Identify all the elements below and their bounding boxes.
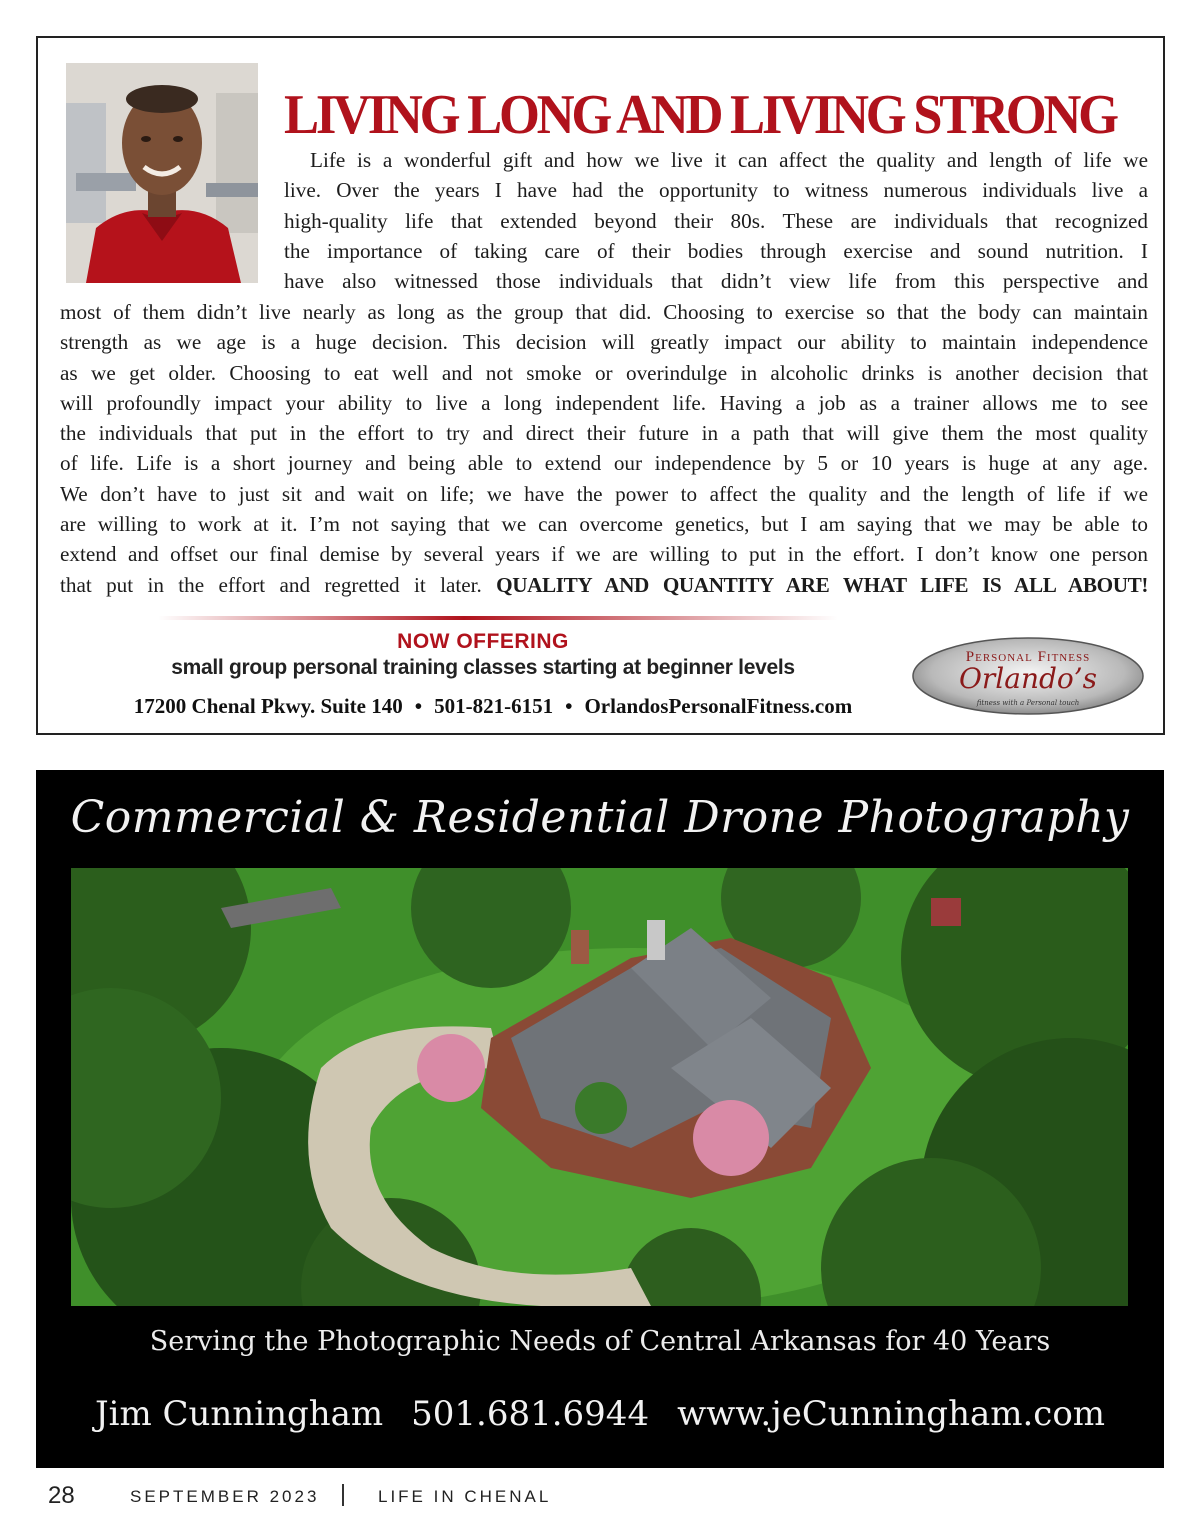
photographer-website[interactable]: www.jeCunningham.com [677, 1394, 1106, 1434]
now-offering-label: NOW OFFERING [397, 630, 569, 653]
article-line: will profoundly impact your ability to live a long independent life. Having a job as a trainer allows me to see [60, 390, 1148, 415]
article-headline: LIVING LONG AND LIVING STRONG [284, 84, 1116, 146]
article-line: Life is a wonderful gift and how we live it can affect the quality and length of life we [310, 148, 1148, 172]
aerial-house-photo [71, 868, 1128, 1306]
article-line: We don’t have to just sit and wait on life; we have the power to affect the quality and the length of life if we [60, 481, 1148, 506]
article-final-line: that put in the effort and regretted it later. QUALITY AND QUANTITY ARE WHAT LIFE IS ALL ABOUT! [60, 572, 1149, 597]
article-line: are willing to work at it. I’m not saying that we can overcome genetics, but I am saying that we may be able to [60, 512, 1148, 537]
article-line: strength as we age is a huge decision. This decision will greatly impact our ability to maintain independence [60, 330, 1148, 355]
logo-name-text: Orlando’s [958, 662, 1098, 695]
article-line: have also witnessed those individuals that didn’t view life from this perspective and [284, 269, 1148, 294]
photographer-name: Jim Cunningham [94, 1394, 384, 1434]
footer-divider [342, 1484, 344, 1506]
orlandos-logo [910, 635, 1146, 717]
page-footer [48, 1482, 748, 1512]
website-link[interactable]: OrlandosPersonalFitness.com [584, 694, 853, 718]
trainer-portrait [66, 63, 258, 283]
drone-photography-ad [36, 770, 1164, 1468]
article-line: live. Over the years I have had the opportunity to witness numerous individuals live a [284, 178, 1148, 203]
issue-date: SEPTEMBER 2023 [130, 1487, 320, 1506]
closing-statement: QUALITY AND QUANTITY ARE WHAT LIFE IS ALL ABOUT! [496, 572, 1149, 597]
bullet-separator: • [414, 694, 423, 718]
divider-rule [158, 616, 838, 620]
offer-description: small group personal training classes starting at beginner levels [171, 656, 795, 679]
logo-tagline-text: fitness with a Personal touch [976, 699, 1080, 707]
phone-number[interactable]: 501-821-6151 [434, 694, 554, 718]
article-body [60, 297, 1148, 600]
address: 17200 Chenal Pkwy. Suite 140 [133, 694, 403, 718]
article-line: high-quality life that extended beyond their 80s. These are individuals that recognized [284, 208, 1148, 233]
bullet-separator: • [565, 694, 573, 718]
magazine-name: LIFE IN CHENAL [378, 1487, 552, 1506]
photographer-phone[interactable]: 501.681.6944 [411, 1394, 650, 1434]
article-line: the importance of taking care of their bodies through exercise and sound nutrition. I [284, 238, 1148, 263]
article-line: the individuals that put in the effort to try and direct their future in a path that will give them the most quality [60, 421, 1148, 446]
article-line: as we get older. Choosing to eat well and not smoke or overindulge in alcoholic drinks is another decision that [60, 360, 1148, 385]
drone-ad-title: Commercial & Residential Drone Photography [70, 792, 1130, 843]
contact-line [78, 694, 908, 719]
article-line: extend and offset our final demise by several years if we are willing to put in the effort. I don’t know one person [60, 542, 1148, 567]
article-line: most of them didn’t live nearly as long as the group that did. Choosing to exercise so that the body can maintain [60, 300, 1148, 324]
logo-top-text: Personal Fitness [965, 649, 1091, 665]
article-intro [284, 145, 1148, 296]
drone-ad-contact [36, 1394, 1164, 1434]
article-line: of life. Life is a short journey and being able to extend our independence by 5 or 10 years is huge at any age. [60, 451, 1148, 476]
page-number: 28 [48, 1482, 75, 1509]
drone-ad-tagline: Serving the Photographic Needs of Central Arkansas for 40 Years [149, 1326, 1051, 1357]
fitness-ad [36, 36, 1165, 735]
